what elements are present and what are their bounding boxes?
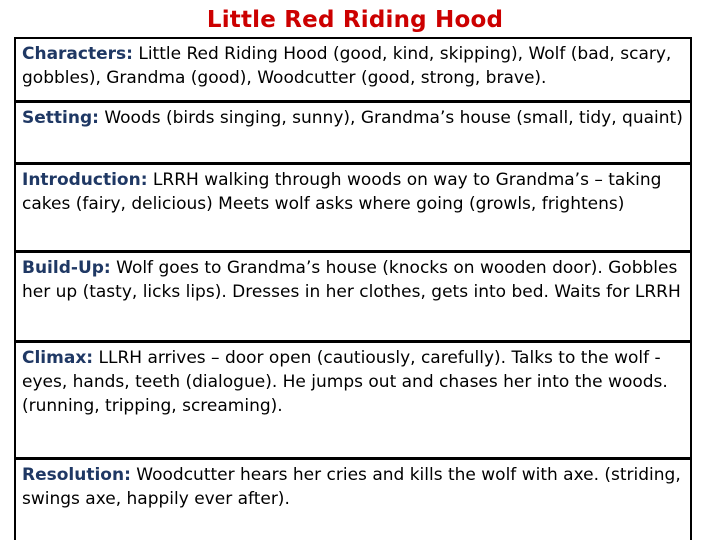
introduction-section — [14, 163, 692, 251]
characters-text: Little Red Riding Hood (good, kind, skipping), Wolf (bad, scary, gobbles), Grandma (good), Woodcutter (good, strong, brave). — [22, 44, 672, 88]
setting-text: Woods (birds singing, sunny), Grandma’s house (small, tidy, quaint) — [104, 108, 683, 128]
setting-section — [14, 101, 692, 163]
climax-label: Climax: — [22, 348, 94, 368]
resolution-section — [14, 458, 692, 540]
characters-section — [14, 37, 692, 101]
resolution-text: Woodcutter hears her cries and kills the wolf with axe. (striding, swings axe, happily ever after). — [22, 465, 681, 509]
build-up-text: Wolf goes to Grandma’s house (knocks on wooden door). Gobbles her up (tasty, licks lips). Dresses in her clothes, gets into bed. Waits for LRRH — [22, 258, 681, 302]
introduction-text: LRRH walking through woods on way to Grandma’s – taking cakes (fairy, delicious) Meets wolf asks where going (growls, frightens) — [22, 170, 662, 214]
setting-label: Setting: — [22, 108, 99, 128]
climax-section — [14, 341, 692, 458]
build-up-section — [14, 251, 692, 341]
resolution-label: Resolution: — [22, 465, 131, 485]
build-up-label: Build-Up: — [22, 258, 111, 278]
introduction-label: Introduction: — [22, 170, 148, 190]
page-title: Little Red Riding Hood — [206, 7, 504, 33]
characters-label: Characters: — [22, 44, 133, 64]
climax-text: LLRH arrives – door open (cautiously, carefully). Talks to the wolf - eyes, hands, teeth (dialogue). He jumps out and chases her into the woods. (running, tripping, screaming). — [22, 348, 668, 416]
